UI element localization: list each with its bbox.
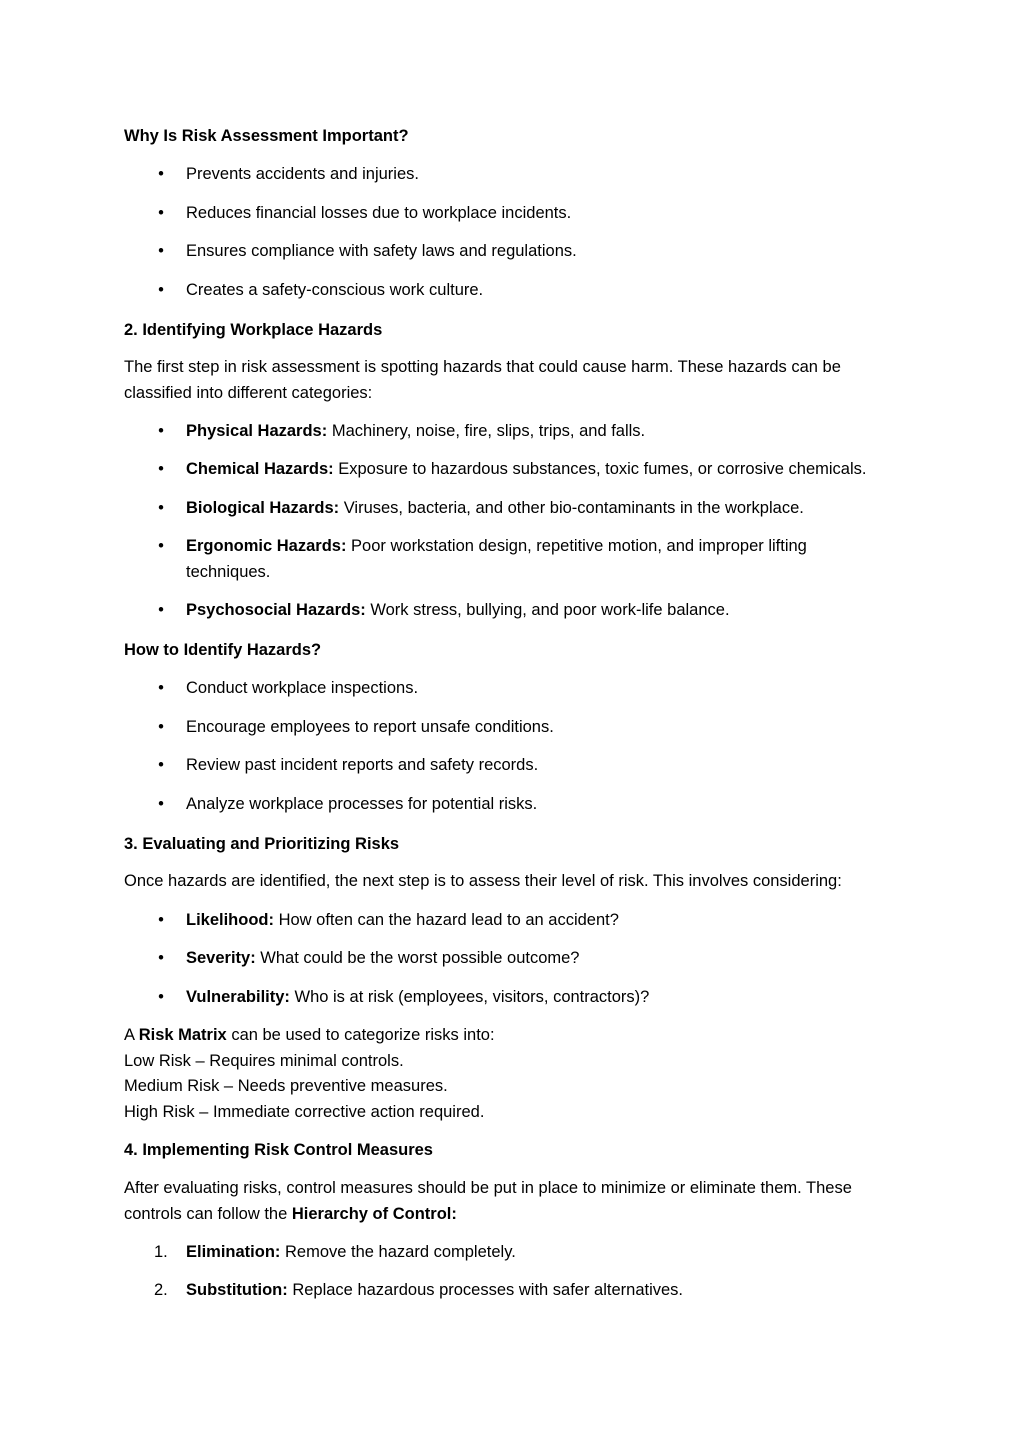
list-item-text: Creates a safety-conscious work culture. [186,281,484,299]
term: Ergonomic Hazards: [186,537,347,555]
list-item-text [186,534,856,585]
bullet-icon: • [158,499,164,517]
text: A [124,1026,139,1044]
term: Biological Hazards: [186,499,340,517]
term: Substitution: [186,1281,288,1299]
definition: What could be the worst possible outcome? [255,949,580,967]
section-heading-implementing: 4. Implementing Risk Control Measures [124,1141,433,1159]
paragraph: The first step in risk assessment is spotting hazards that could cause harm. These hazards can be classified into different categories: [124,358,841,402]
bullet-icon: • [158,165,164,183]
term: Psychosocial Hazards: [186,601,366,619]
list-item-text: Reduces financial losses due to workplace incidents. [186,204,572,222]
definition: Work stress, bullying, and poor work-life balance. [365,601,730,619]
bullet-icon: • [158,718,164,736]
definition: Poor workstation design, repetitive motion, and improper lifting techniques. [186,537,807,581]
bullet-icon: • [158,756,164,774]
list-item-text: Encourage employees to report unsafe conditions. [186,718,554,736]
term: Risk Matrix [138,1026,227,1044]
bullet-icon: • [158,601,164,619]
definition: Machinery, noise, fire, slips, trips, and falls. [327,422,646,440]
risk-matrix-line [124,1023,904,1049]
text: After evaluating risks, control measures should be put in place to minimize or eliminate them. These controls can follow the [124,1179,852,1223]
paragraph [124,1176,904,1227]
list-item-text: Ensures compliance with safety laws and regulations. [186,242,577,260]
list-item-text: Conduct workplace inspections. [186,679,419,697]
term: Physical Hazards: [186,422,328,440]
term: Elimination: [186,1243,281,1261]
bullet-icon: • [158,679,164,697]
term: Chemical Hazards: [186,460,334,478]
list-item-text [186,419,904,445]
list-item-text: Review past incident reports and safety records. [186,756,539,774]
definition: Remove the hazard completely. [280,1243,516,1261]
bullet-icon: • [158,204,164,222]
list-item-text [186,908,904,934]
section-heading-identifying: 2. Identifying Workplace Hazards [124,321,383,339]
paragraph: Once hazards are identified, the next step is to assess their level of risk. This involves considering: [124,872,842,890]
list-item-text [186,1278,904,1304]
list-item-text [186,1240,904,1266]
bullet-icon: • [158,460,164,478]
risk-level-low: Low Risk – Requires minimal controls. [124,1051,404,1070]
bullet-icon: • [158,795,164,813]
list-item-text [186,457,904,483]
list-number: 1. [154,1243,168,1261]
list-item-text [186,496,904,522]
section-heading-how-to-identify: How to Identify Hazards? [124,641,322,659]
term: Likelihood: [186,911,274,929]
definition: How often can the hazard lead to an accident? [274,911,619,929]
bullet-icon: • [158,281,164,299]
definition: Viruses, bacteria, and other bio-contaminants in the workplace. [339,499,804,517]
risk-level-medium: Medium Risk – Needs preventive measures. [124,1077,448,1095]
term: Severity: [186,949,256,967]
definition: Exposure to hazardous substances, toxic fumes, or corrosive chemicals. [333,460,867,478]
bullet-icon: • [158,422,164,440]
definition: Who is at risk (employees, visitors, contractors)? [289,988,650,1006]
term: Hierarchy of Control: [291,1204,457,1223]
list-number: 2. [154,1281,168,1299]
list-item-text: Prevents accidents and injuries. [186,165,419,183]
definition: Replace hazardous processes with safer alternatives. [287,1281,684,1299]
bullet-icon: • [158,988,164,1006]
list-item-text [186,946,904,972]
list-item-text [186,598,904,624]
risk-matrix-paragraph [124,1023,904,1125]
bullet-icon: • [158,911,164,929]
bullet-icon: • [158,242,164,260]
risk-level-high: High Risk – Immediate corrective action required. [124,1102,485,1121]
list-item-text: Analyze workplace processes for potential risks. [186,795,538,813]
term: Vulnerability: [186,988,290,1006]
bullet-icon: • [158,949,164,967]
section-heading-evaluating: 3. Evaluating and Prioritizing Risks [124,835,400,853]
bullet-icon: • [158,537,164,555]
section-heading-importance: Why Is Risk Assessment Important? [124,127,409,145]
text: can be used to categorize risks into: [226,1026,495,1044]
list-item-text [186,985,904,1011]
